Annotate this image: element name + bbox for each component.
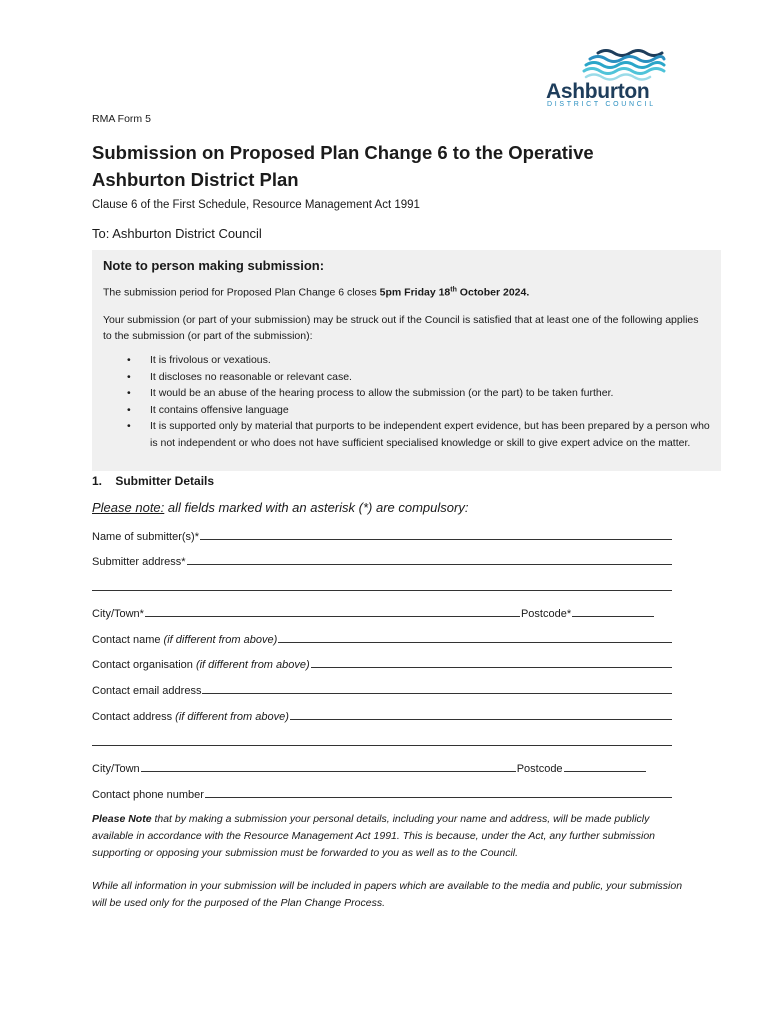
contact-org-input-line[interactable] [311, 667, 672, 668]
strike-out-list [127, 352, 712, 451]
name-label: Name of submitter(s)* [92, 531, 199, 543]
privacy-notice [92, 811, 692, 862]
list-item: • It would be an abuse of the hearing process to allow the submission (or the part) to be taken further. [127, 385, 712, 402]
compulsory-label: Please note: [92, 500, 165, 515]
name-input-line[interactable] [200, 539, 672, 540]
postcode2-label: Postcode [516, 763, 563, 775]
address-input-line-2[interactable] [92, 590, 672, 591]
list-item: • It is frivolous or vexatious. [127, 352, 712, 369]
contact-address-field[interactable] [92, 707, 672, 723]
submission-period-text [103, 286, 529, 299]
deadline-month: October 2024. [456, 286, 530, 299]
compulsory-text: all fields marked with an asterisk (*) are compulsory: [164, 500, 469, 515]
privacy-notice-text: that by making a submission your personal details, including your name and address, will be made publicly available in accordance with the Resource Management Act 1991. This is because, under the Act, any further submission supporting or opposing your submission must be forwarded to you as well as to the Council. [92, 813, 656, 859]
address-label: Submitter address* [92, 556, 186, 568]
contact-name-input-line[interactable] [278, 642, 672, 643]
contact-address-field-2[interactable] [92, 733, 672, 749]
subtitle: Clause 6 of the First Schedule, Resource Management Act 1991 [92, 199, 420, 211]
postcode2-input-line[interactable] [564, 771, 646, 772]
form-number: RMA Form 5 [92, 113, 151, 125]
city-label: City/Town* [92, 608, 144, 620]
section-heading: 1. Submitter Details [92, 474, 215, 488]
logo-name: Ashburton [546, 80, 650, 103]
page-title [92, 139, 652, 193]
address-field[interactable] [92, 552, 672, 568]
contact-email-label: Contact email address [92, 685, 202, 697]
city2-label: City/Town [92, 763, 140, 775]
note-heading: Note to person making submission: [103, 258, 325, 273]
contact-address-input-line-2[interactable] [92, 745, 672, 746]
compulsory-note [92, 500, 468, 515]
deadline-text: 5pm Friday 18 [379, 286, 451, 299]
city2-input-line[interactable] [141, 771, 516, 772]
phone-label: Contact phone number [92, 789, 204, 801]
deadline-sup: th [450, 286, 457, 293]
contact-email-field[interactable] [92, 681, 672, 697]
addressee: To: Ashburton District Council [92, 226, 262, 241]
privacy-notice-label: Please Note [92, 813, 152, 825]
address-input-line[interactable] [187, 564, 672, 565]
city-input-line[interactable] [145, 616, 520, 617]
phone-field[interactable] [92, 785, 672, 801]
list-item: • It discloses no reasonable or relevant case. [127, 369, 712, 386]
contact-address-label: Contact address (if different from above) [92, 711, 289, 723]
list-item: • It is supported only by material that purports to be independent expert evidence, but has been prepared by a person who is not independent or who does not have sufficient specialised knowledge or skill to give expert advice on the matter. [127, 418, 712, 451]
postcode-label: Postcode* [520, 608, 572, 620]
address-field-2[interactable] [92, 578, 672, 594]
contact-org-field[interactable] [92, 655, 672, 671]
contact-address-input-line[interactable] [290, 719, 672, 720]
postcode-input-line[interactable] [572, 616, 654, 617]
phone-input-line[interactable] [205, 797, 672, 798]
name-field[interactable] [92, 527, 672, 543]
information-notice: While all information in your submission will be included in papers which are available to the media and public, your submission will be used only for the purposed of the Plan Change Process. [92, 880, 683, 909]
logo-subtitle: DISTRICT COUNCIL [547, 101, 656, 108]
contact-name-label: Contact name (if different from above) [92, 634, 278, 646]
city-field[interactable] [92, 604, 672, 620]
period-text: The submission period for Proposed Plan Change 6 closes [103, 286, 380, 299]
city2-field[interactable] [92, 759, 672, 775]
contact-name-field[interactable] [92, 630, 672, 646]
title-line-1: Submission on Proposed Plan Change 6 to the Operative [92, 142, 594, 163]
contact-org-label: Contact organisation (if different from above) [92, 659, 310, 671]
title-line-2: Ashburton District Plan [92, 169, 299, 190]
list-item: • It contains offensive language [127, 402, 712, 419]
contact-email-input-line[interactable] [202, 693, 672, 694]
strike-out-text: Your submission (or part of your submission) may be struck out if the Council is satisfied that at least one of the following applies to the submission (or part of the submission): [103, 314, 699, 342]
